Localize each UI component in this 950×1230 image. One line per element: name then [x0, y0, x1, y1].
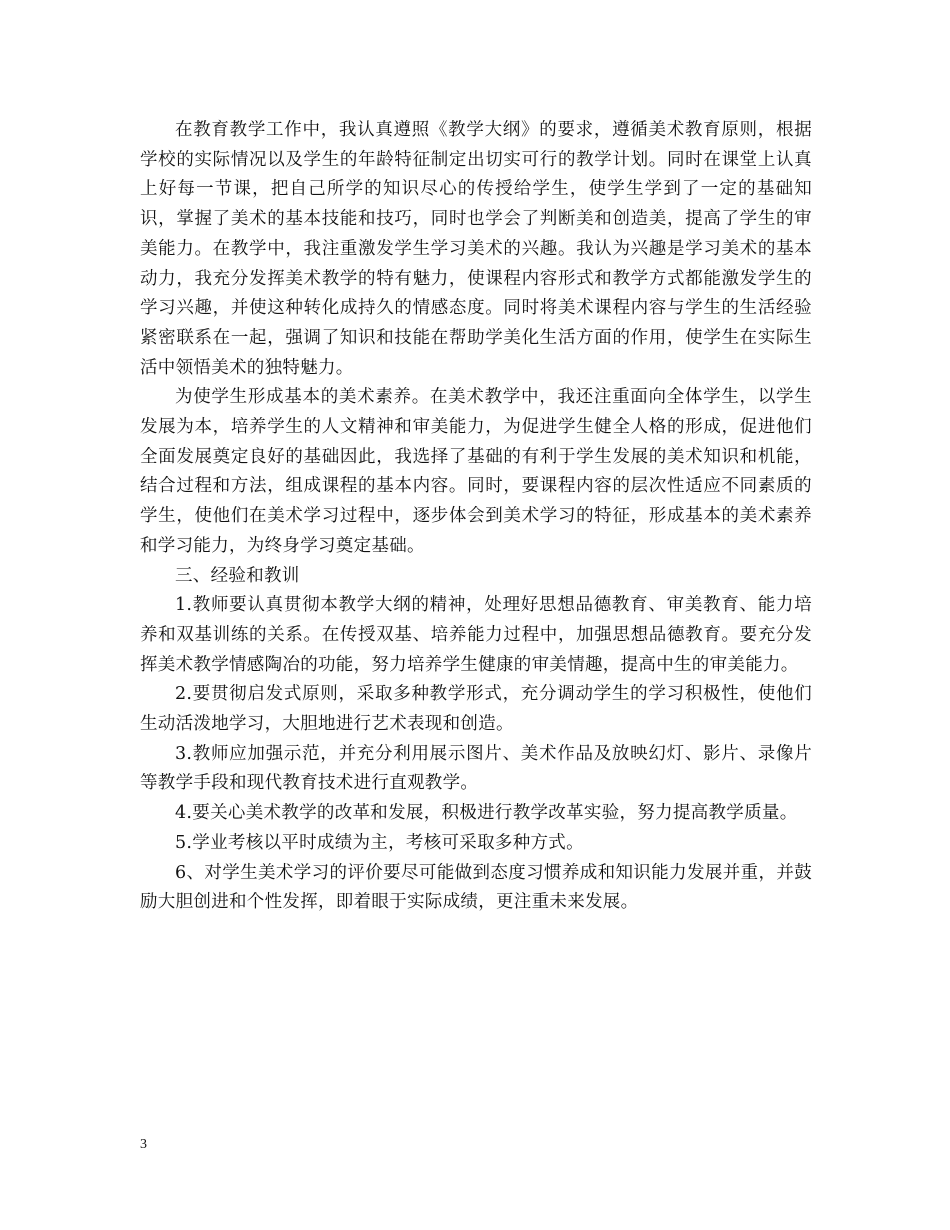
document-body — [140, 116, 812, 918]
list-item-3: 3.教师应加强示范，并充分利用展示图片、美术作品及放映幻灯、影片、录像片等教学手段和现代教育技术进行直观教学。 — [140, 743, 812, 794]
page-number: 3 — [140, 1137, 147, 1152]
list-item-2: 2.要贯彻启发式原则，采取多种教学形式，充分调动学生的学习积极性，使他们生动活泼地学习，大胆地进行艺术表现和创造。 — [140, 684, 812, 735]
list-item-5: 5.学业考核以平时成绩为主，考核可采取多种方式。 — [175, 832, 584, 853]
list-item-6: 6、对学生美术学习的评价要尽可能做到态度习惯养成和知识能力发展并重，并鼓励大胆创进和个性发挥，即着眼于实际成绩，更注重未来发展。 — [140, 862, 812, 913]
section-heading-experience: 三、经验和教训 — [175, 565, 300, 586]
list-item-1: 1.教师要认真贯彻本教学大纲的精神，处理好思想品德教育、审美教育、能力培养和双基训练的关系。在传授双基、培养能力过程中，加强思想品德教育。要充分发挥美术教学情感陶冶的功能，努力培养学生健康的审美情趣，提高中生的审美能力。 — [140, 595, 812, 675]
list-item-4: 4.要关心美术教学的改革和发展，积极进行教学改革实验，努力提高教学质量。 — [175, 803, 798, 824]
paragraph-teaching-work: 在教育教学工作中，我认真遵照《教学大纲》的要求，遵循美术教育原则，根据学校的实际情况以及学生的年龄特征制定出切实可行的教学计划。同时在课堂上认真上好每一节课，把自己所学的知识尽心的传授给学生，使学生学到了一定的基础知识，掌握了美术的基本技能和技巧，同时也学会了判断美和创造美，提高了学生的审美能力。在教学中，我注重激发学生学习美术的兴趣。我认为兴趣是学习美术的基本动力，我充分发挥美术教学的特有魅力，使课程内容形式和教学方式都能激发学生的学习兴趣，并使这种转化成持久的情感态度。同时将美术课程内容与学生的生活经验紧密联系在一起，强调了知识和技能在帮助学美化生活方面的作用，使学生在实际生活中领悟美术的独特魅力。 — [140, 120, 812, 378]
paragraph-art-literacy: 为使学生形成基本的美术素养。在美术教学中，我还注重面向全体学生，以学生发展为本，培养学生的人文精神和审美能力，为促进学生健全人格的形成，促进他们全面发展奠定良好的基础因此，我选择了基础的有利于学生发展的美术知识和机能，结合过程和方法，组成课程的基本内容。同时，要课程内容的层次性适应不同素质的学生，使他们在美术学习过程中，逐步体会到美术学习的特征，形成基本的美术素养和学习能力，为终身学习奠定基础。 — [140, 387, 812, 556]
